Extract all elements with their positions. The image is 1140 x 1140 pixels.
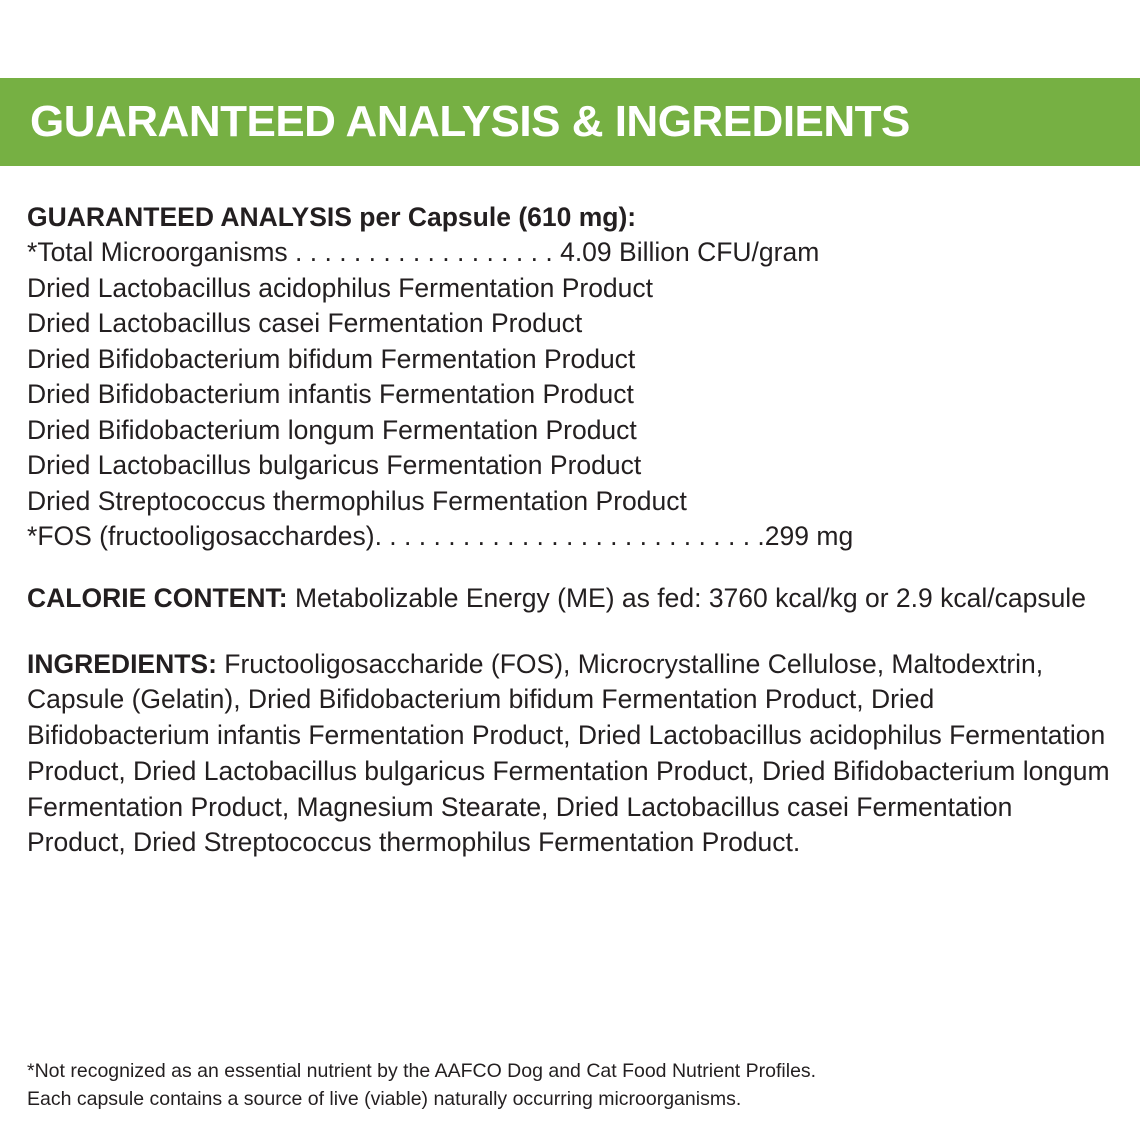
footnotes	[27, 1058, 1112, 1113]
guaranteed-analysis-heading: GUARANTEED ANALYSIS per Capsule (610 mg):	[27, 202, 637, 232]
guaranteed-analysis-list	[27, 235, 1112, 555]
list-item: *Total Microorganisms . . . . . . . . . . . . . . . . . . 4.09 Billion CFU/gram	[27, 237, 820, 268]
list-item: Dried Lactobacillus casei Fermentation Product	[27, 308, 583, 339]
list-item: Dried Streptococcus thermophilus Fermentation Product	[27, 485, 687, 516]
list-item: Dried Lactobacillus bulgaricus Fermentation Product	[27, 450, 642, 481]
list-item: Dried Bifidobacterium bifidum Fermentation Product	[27, 343, 636, 374]
list-item: Dried Bifidobacterium longum Fermentation Product	[27, 414, 637, 445]
calorie-content-text: Metabolizable Energy (ME) as fed: 3760 kcal/kg or 2.9 kcal/capsule	[287, 582, 1086, 613]
calorie-content-label: CALORIE CONTENT:	[27, 582, 288, 613]
list-item: Dried Bifidobacterium infantis Fermentation Product	[27, 379, 634, 410]
list-item: *FOS (fructooligosacchardes). . . . . . . . . . . . . . . . . . . . . . . . . . .299 mg	[27, 521, 854, 552]
page-title: GUARANTEED ANALYSIS & INGREDIENTS	[30, 97, 910, 146]
calorie-content-paragraph	[27, 581, 1112, 617]
label-content	[27, 200, 1112, 888]
list-item: Dried Lactobacillus acidophilus Fermentation Product	[27, 272, 654, 303]
ingredients-text: Fructooligosaccharide (FOS), Microcrystalline Cellulose, Maltodextrin, Capsule (Gelatin), Dried Bifidobacterium bifidum Fermentation Product, Dried Bifidobacterium infantis Fermentation Product, Dried Lactobacillus acidophilus Fermentation Product, Dried Lactobacillus bulgaricus Fermentation Product, Dried Bifidobacterium longum Fermentation Product, Magnesium Stearate, Dried Lactobacillus casei Fermentation Product, Dried Streptococcus thermophilus Fermentation Product.	[27, 648, 1110, 858]
footnote-line-1: *Not recognized as an essential nutrient by the AAFCO Dog and Cat Food Nutrient Profiles.	[27, 1060, 817, 1082]
ingredients-label: INGREDIENTS:	[27, 648, 217, 679]
footnote-line-2: Each capsule contains a source of live (viable) naturally occurring microorganisms.	[27, 1087, 742, 1110]
ingredients-paragraph	[27, 647, 1112, 862]
header-banner	[0, 78, 1140, 166]
